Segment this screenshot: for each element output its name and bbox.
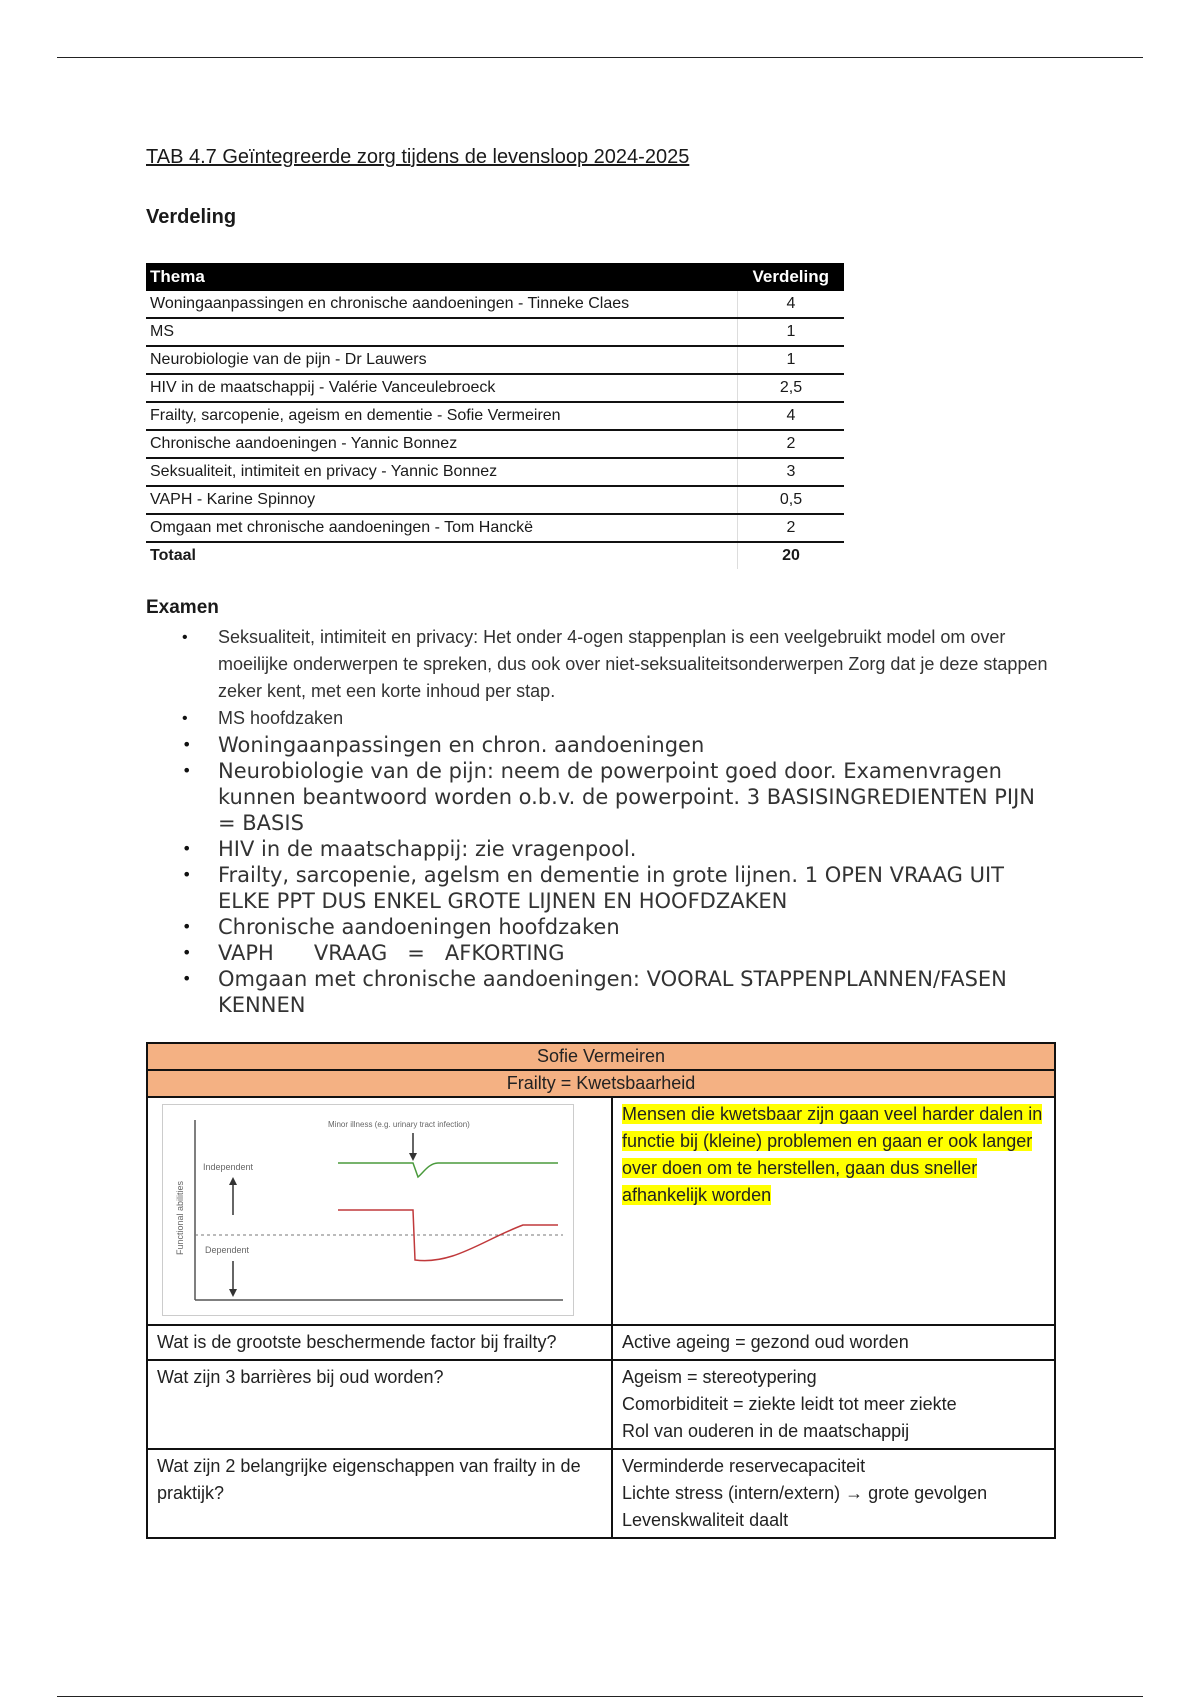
list-item: • VAPH VRAAG = AFKORTING xyxy=(178,940,1058,966)
thema-cell: Chronische aandoeningen - Yannic Bonnez xyxy=(146,430,738,458)
verdeling-cell: 1 xyxy=(738,346,845,374)
top-rule xyxy=(57,57,1143,58)
answer-cell xyxy=(612,1449,1055,1538)
answer-line: Lichte stress (intern/extern) → grote gevolgen xyxy=(622,1483,988,1503)
verdeling-cell: 4 xyxy=(738,402,845,430)
verdeling-cell: 0,5 xyxy=(738,486,845,514)
answer-line: Levenskwaliteit daalt xyxy=(622,1510,789,1530)
table-row xyxy=(146,458,844,486)
answer-line: Comorbiditeit = ziekte leidt tot meer ziekte xyxy=(622,1394,957,1414)
figure-cell xyxy=(147,1097,612,1325)
question-cell: Wat zijn 2 belangrijke eigenschappen van frailty in de praktijk? xyxy=(147,1449,612,1538)
thema-cell: HIV in de maatschappij - Valérie Vanceulebroeck xyxy=(146,374,738,402)
dependent-label: Dependent xyxy=(205,1245,250,1255)
verdeling-cell: 2 xyxy=(738,430,845,458)
list-item: • Chronische aandoeningen hoofdzaken xyxy=(178,914,1058,940)
total-value: 20 xyxy=(738,542,845,569)
topic-row xyxy=(147,1070,1055,1097)
thema-cell: Woningaanpassingen en chronische aandoeningen - Tinneke Claes xyxy=(146,291,738,318)
list-item: • MS hoofdzaken xyxy=(178,705,1058,732)
author-band: Sofie Vermeiren xyxy=(147,1043,1055,1070)
list-item: • Neurobiologie van de pijn: neem de powerpoint goed door. Examenvragen kunnen beantwoord worden o.b.v. de powerpoint. 3 BASISINGREDIENTEN PIJN = BASIS xyxy=(178,758,1058,836)
header-verdeling: Verdeling xyxy=(738,263,845,291)
header-thema: Thema xyxy=(146,263,738,291)
independent-label: Independent xyxy=(203,1162,254,1172)
verdeling-table xyxy=(146,263,844,569)
list-item: • Frailty, sarcopenie, agelsm en dementie in grote lijnen. 1 OPEN VRAAG UIT ELKE PPT DUS ENKEL GROTE LIJNEN EN HOOFDZAKEN xyxy=(178,862,1058,914)
frailty-figure xyxy=(162,1104,574,1316)
thema-cell: Omgaan met chronische aandoeningen - Tom Hanckë xyxy=(146,514,738,542)
list-item: • Seksualiteit, intimiteit en privacy: Het onder 4-ogen stappenplan is een veelgebruikt model om over moeilijke onderwerpen te spreken, dus ook over niet-seksualiteitsonderwerpen Zorg dat je deze stappen zeker kent, met een korte inhoud per stap. xyxy=(178,624,1058,705)
verdeling-header-row xyxy=(146,263,844,291)
verdeling-heading: Verdeling xyxy=(146,206,237,228)
table-row xyxy=(146,291,844,318)
question-cell: Wat zijn 3 barrières bij oud worden? xyxy=(147,1360,612,1449)
total-row xyxy=(146,542,844,569)
list-item: • HIV in de maatschappij: zie vragenpool. xyxy=(178,836,1058,862)
qa-row xyxy=(147,1325,1055,1360)
answer-line: Verminderde reservecapaciteit xyxy=(622,1456,866,1476)
author-row xyxy=(147,1043,1055,1070)
thema-cell: Neurobiologie van de pijn - Dr Lauwers xyxy=(146,346,738,374)
document-title: TAB 4.7 Geïntegreerde zorg tijdens de levensloop 2024-2025 xyxy=(146,146,690,168)
table-row xyxy=(146,318,844,346)
figure-explanation: Mensen die kwetsbaar zijn gaan veel harder dalen in functie bij (kleine) problemen en gaan er ook langer over doen om te herstellen, gaan dus sneller afhankelijk worden xyxy=(622,1104,1043,1205)
list-item: • Omgaan met chronische aandoeningen: VOORAL STAPPENPLANNEN/FASEN KENNEN xyxy=(178,966,1058,1018)
y-axis-label: Functional abilities xyxy=(175,1180,185,1255)
illness-annotation: Minor illness (e.g. urinary tract infection) xyxy=(328,1120,470,1129)
down-arrow-head xyxy=(229,1289,237,1297)
verdeling-cell: 2 xyxy=(738,514,845,542)
figure-explanation-cell xyxy=(612,1097,1055,1325)
table-row xyxy=(146,514,844,542)
verdeling-cell: 1 xyxy=(738,318,845,346)
table-row xyxy=(146,374,844,402)
illness-arrow-head xyxy=(409,1153,417,1161)
frailty-diagram xyxy=(163,1105,573,1315)
thema-cell: Seksualiteit, intimiteit en privacy - Yannic Bonnez xyxy=(146,458,738,486)
table-row xyxy=(146,430,844,458)
exam-list xyxy=(178,624,1058,1018)
verdeling-cell: 3 xyxy=(738,458,845,486)
examen-heading: Examen xyxy=(146,597,219,618)
total-label: Totaal xyxy=(150,547,196,564)
table-row xyxy=(146,402,844,430)
thema-cell: VAPH - Karine Spinnoy xyxy=(146,486,738,514)
robust-curve xyxy=(338,1163,558,1177)
bottom-rule xyxy=(57,1696,1143,1697)
answer-line: Rol van ouderen in de maatschappij xyxy=(622,1421,910,1441)
answer-cell xyxy=(612,1325,1055,1360)
verdeling-cell: 2,5 xyxy=(738,374,845,402)
thema-cell: MS xyxy=(146,318,738,346)
frailty-table xyxy=(146,1042,1056,1539)
topic-band: Frailty = Kwetsbaarheid xyxy=(147,1070,1055,1097)
qa-row xyxy=(147,1360,1055,1449)
table-row xyxy=(146,346,844,374)
up-arrow-head xyxy=(229,1177,237,1185)
thema-cell: Frailty, sarcopenie, ageism en dementie - Sofie Vermeiren xyxy=(146,402,738,430)
answer-line: Ageism = stereotypering xyxy=(622,1367,817,1387)
figure-row xyxy=(147,1097,1055,1325)
answer-cell xyxy=(612,1360,1055,1449)
question-cell: Wat is de grootste beschermende factor bij frailty? xyxy=(147,1325,612,1360)
answer-line: Active ageing = gezond oud worden xyxy=(622,1332,909,1352)
qa-row xyxy=(147,1449,1055,1538)
verdeling-cell: 4 xyxy=(738,291,845,318)
list-item: • Woningaanpassingen en chron. aandoeningen xyxy=(178,732,1058,758)
table-row xyxy=(146,486,844,514)
